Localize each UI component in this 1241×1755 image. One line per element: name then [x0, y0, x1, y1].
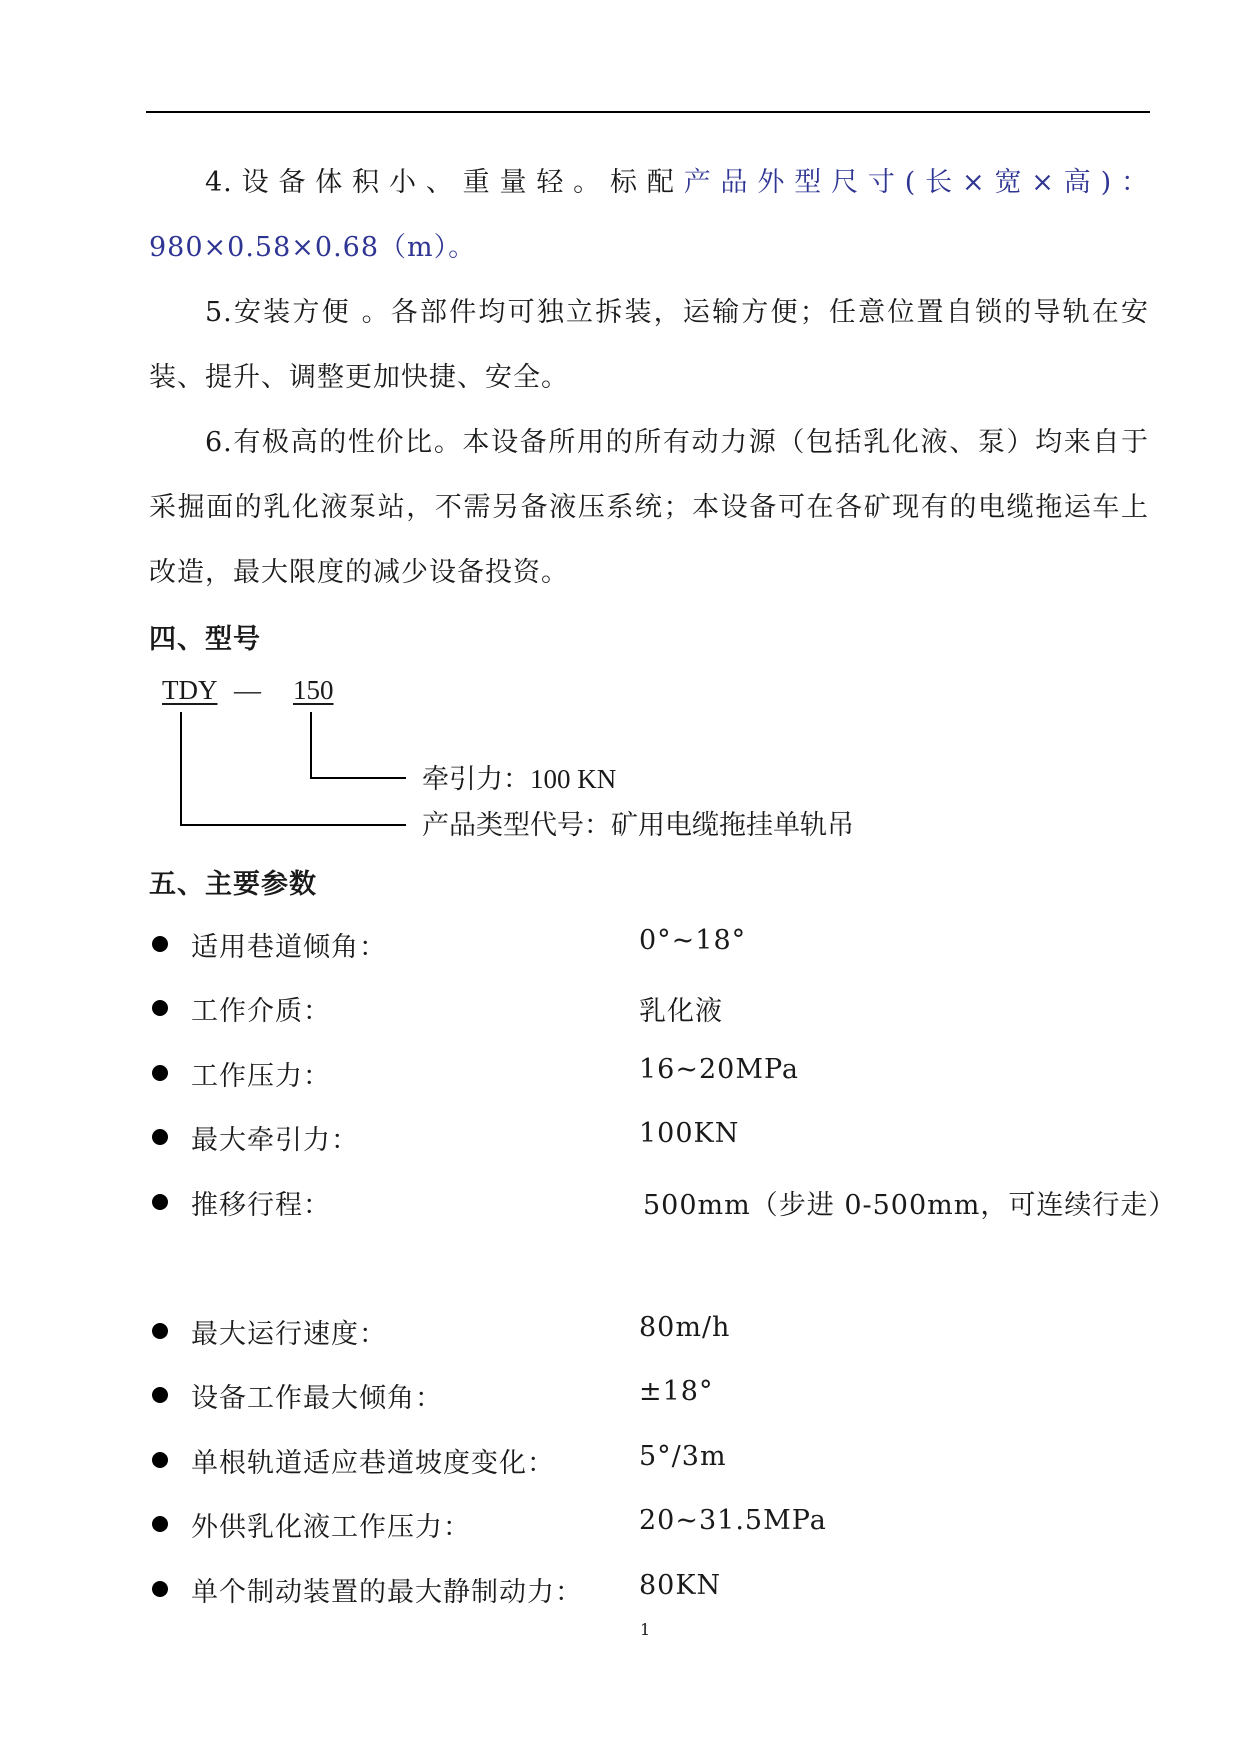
list-item — [149, 1441, 1149, 1481]
param-label: 外供乳化液工作压力： — [191, 1512, 471, 1543]
bullet-icon — [152, 1387, 168, 1403]
list-item — [149, 989, 1149, 1029]
param-label: 工作压力： — [191, 1061, 331, 1092]
param-label: 推移行程： — [191, 1190, 331, 1221]
param-value: 80m/h — [639, 1312, 731, 1343]
param-label: 设备工作最大倾角： — [191, 1383, 443, 1414]
label-product-type: 产品类型代号：矿用电缆拖挂单轨吊 — [422, 810, 854, 840]
list-item — [149, 1054, 1149, 1094]
param-label: 最大牵引力： — [191, 1125, 359, 1156]
param-value: 500mm（步进 0-500mm，可连续行走） — [643, 1190, 1177, 1221]
bullet-icon — [152, 1323, 168, 1339]
model-code-prefix: TDY — [162, 675, 218, 705]
connector-vertical-number — [310, 712, 312, 778]
bullet-icon — [152, 1516, 168, 1532]
paragraph-5: 5.安装方便 。各部件均可独立拆装，运输方便；任意位置自锁的导轨在安装、提升、调整更加快捷、安全。 — [149, 297, 1149, 393]
list-item — [149, 1183, 1177, 1223]
param-label: 最大运行速度： — [191, 1319, 387, 1350]
model-code-number: 150 — [293, 675, 334, 705]
list-item — [149, 1312, 1149, 1352]
param-label: 适用巷道倾角： — [191, 932, 387, 963]
param-value: ±18° — [639, 1376, 714, 1407]
param-value: 5°/3m — [639, 1441, 727, 1472]
list-item — [149, 925, 1149, 965]
param-value: 20~31.5MPa — [639, 1505, 827, 1536]
param-value: 80KN — [639, 1570, 722, 1601]
page-number: 1 — [640, 1620, 651, 1639]
list-item — [149, 1118, 1149, 1158]
model-code-dash: — — [234, 675, 261, 705]
param-value: 16~20MPa — [639, 1054, 800, 1085]
bullet-icon — [152, 1000, 168, 1016]
list-item — [149, 1505, 1149, 1545]
param-label: 单个制动装置的最大静制动力： — [191, 1577, 583, 1608]
param-label: 工作介质： — [191, 996, 331, 1027]
paragraph-6: 6.有极高的性价比。本设备所用的所有动力源（包括乳化液、泵）均来自于采掘面的乳化液泵站，不需另备液压系统；本设备可在各矿现有的电缆拖运车上改造，最大限度的减少设备投资。 — [149, 427, 1149, 588]
connector-horizontal-number — [310, 777, 406, 779]
paragraph-4-dimensions: 产品外型尺寸(长×宽×高)： 980×0.58×0.68（m）。 — [149, 167, 1149, 263]
paragraph-4 — [149, 150, 1149, 280]
connector-vertical-prefix — [180, 712, 182, 825]
bullet-icon — [152, 1581, 168, 1597]
bullet-icon — [152, 1129, 168, 1145]
label-traction: 牵引力：100 KN — [422, 764, 617, 794]
connector-horizontal-prefix — [180, 824, 406, 826]
paragraph-4-text: 4.设备体积小、重量轻。标配 — [205, 167, 684, 198]
param-value: 0°~18° — [639, 925, 747, 956]
header-rule — [146, 111, 1150, 113]
list-item — [149, 1376, 1149, 1416]
bullet-icon — [152, 936, 168, 952]
list-item — [149, 1570, 1149, 1610]
bullet-icon — [152, 1194, 168, 1210]
section-heading-model: 四、型号 — [149, 624, 261, 655]
param-value: 乳化液 — [639, 996, 723, 1027]
param-label: 单根轨道适应巷道坡度变化： — [191, 1448, 555, 1479]
section-heading-params: 五、主要参数 — [149, 869, 317, 900]
param-value: 100KN — [639, 1118, 740, 1149]
bullet-icon — [152, 1452, 168, 1468]
bullet-icon — [152, 1065, 168, 1081]
